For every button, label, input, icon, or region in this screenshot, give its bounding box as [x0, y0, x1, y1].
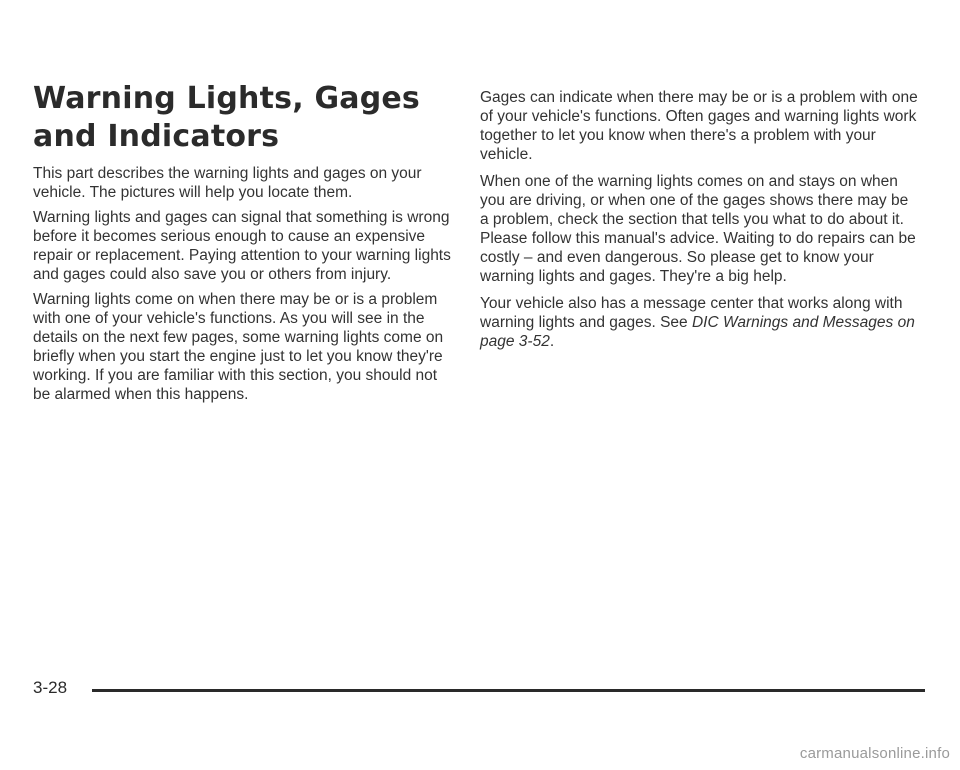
- message-center-text: Your vehicle also has a message center that works along with warning lights and gages. See: [480, 295, 903, 331]
- page-number: 3-28: [33, 678, 68, 697]
- watermark-text: carmanualsonline.info: [799, 745, 950, 762]
- intro-paragraph: This part describes the warning lights and gages on your vehicle. The pictures will help you locate them.: [33, 165, 422, 201]
- message-center-period: .: [549, 333, 555, 350]
- right-column: [480, 88, 920, 359]
- warning-lights-paragraph: Warning lights come on when there may be or is a problem with one of your vehicle's functions. As you will see in the details on the next few pages, some warning lights come on briefly when you start the engine just to let you know they're working. If you are familiar with this section, you should not be alarmed when this happens.: [33, 291, 444, 403]
- message-center-paragraph: [480, 294, 920, 351]
- stays-on-paragraph: When one of the warning lights comes on and stays on when you are driving, or when one of the gages shows there may be a problem, check the section that tells you what to do about it. Please follow this manual's advice. Waiting to do repairs can be costly – and even dangerous. So please get to know your warning lights and gages. They're a big help.: [480, 173, 916, 285]
- footer-rule: [92, 689, 925, 692]
- dic-reference-link[interactable]: DIC Warnings and Messages on page 3-52: [480, 314, 915, 350]
- warning-gages-paragraph: Warning lights and gages can signal that something is wrong before it becomes serious enough to cause an expensive repair or replacement. Paying attention to your warning lights and gages could also save you or others from injury.: [33, 209, 451, 283]
- page-title: Warning Lights, Gages and Indicators: [33, 81, 420, 154]
- gages-paragraph: Gages can indicate when there may be or is a problem with one of your vehicle's functions. Often gages and warning lights work together to let you know when there's a problem with your vehicle.: [480, 89, 918, 163]
- left-column: [33, 80, 453, 410]
